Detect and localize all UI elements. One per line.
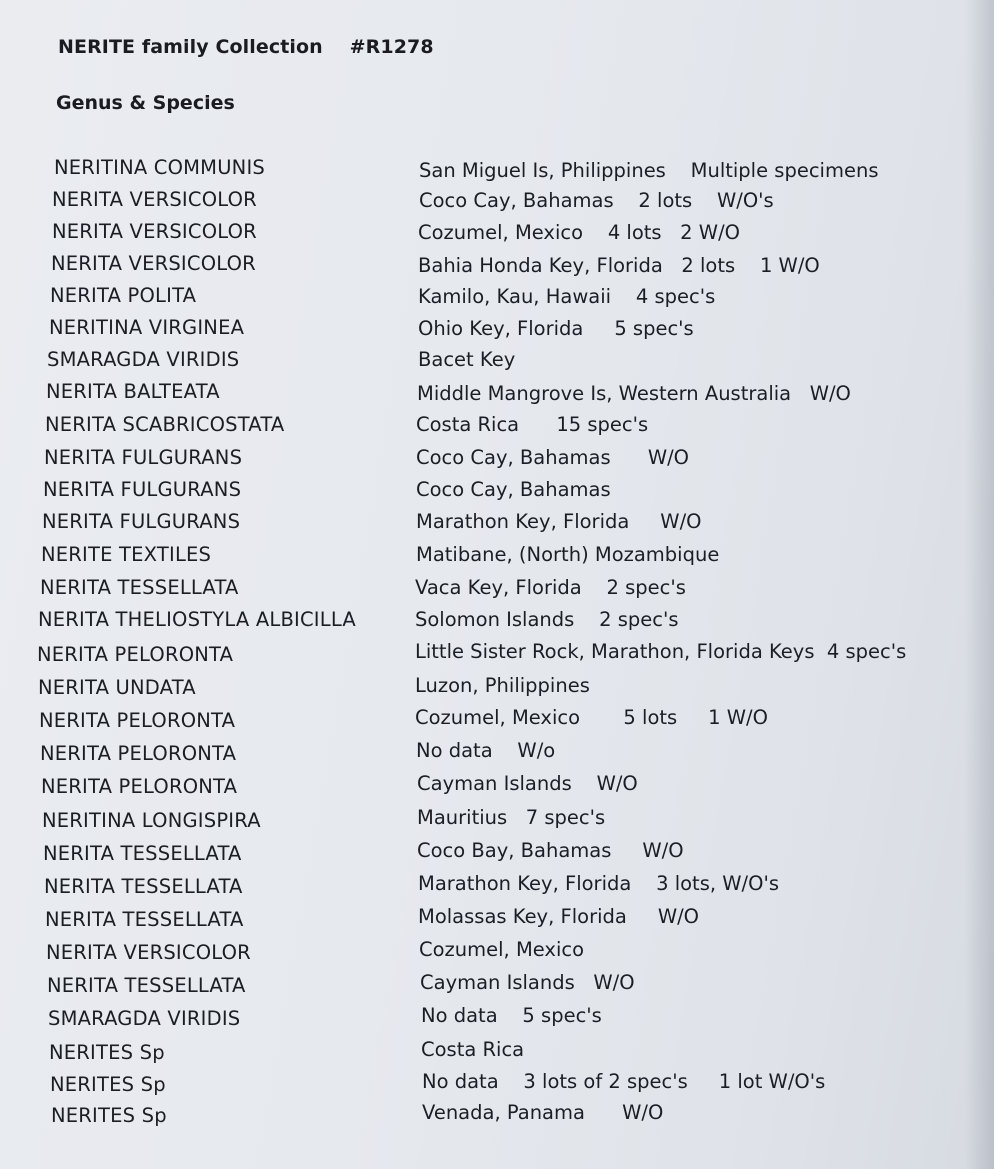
locality-notes: Molassas Key, Florida W/O bbox=[418, 905, 700, 928]
genus-species-name: NERITA FULGURANS bbox=[44, 446, 243, 469]
genus-species-name: NERITA PELORONTA bbox=[40, 742, 237, 765]
genus-species-name: NERITA VERSICOLOR bbox=[51, 252, 256, 275]
locality-notes: Costa Rica bbox=[421, 1038, 525, 1061]
genus-species-name: NERITES Sp bbox=[49, 1041, 165, 1064]
locality-notes: Kamilo, Kau, Hawaii 4 spec's bbox=[418, 285, 716, 308]
genus-species-name: NERITA THELIOSTYLA ALBICILLA bbox=[38, 608, 356, 631]
document-title: NERITE family Collection #R1278 bbox=[58, 36, 434, 58]
locality-notes: Luzon, Philippines bbox=[415, 674, 590, 697]
locality-notes: Coco Cay, Bahamas W/O bbox=[416, 446, 690, 469]
locality-notes: No data 5 spec's bbox=[421, 1004, 602, 1027]
locality-notes: Cayman Islands W/O bbox=[417, 772, 638, 795]
locality-notes: No data W/o bbox=[416, 739, 556, 762]
genus-species-name: NERITINA LONGISPIRA bbox=[42, 809, 261, 832]
genus-species-name: NERITA TESSELLATA bbox=[44, 875, 243, 898]
genus-species-name: NERITA PELORONTA bbox=[39, 709, 236, 732]
locality-notes: Marathon Key, Florida W/O bbox=[416, 510, 702, 533]
genus-species-name: SMARAGDA VIRIDIS bbox=[47, 348, 240, 371]
locality-notes: Costa Rica 15 spec's bbox=[416, 413, 649, 436]
genus-species-name: NERITES Sp bbox=[51, 1104, 167, 1127]
locality-notes: Middle Mangrove Is, Western Australia W/O bbox=[417, 382, 851, 405]
genus-species-name: NERITA SCABRICOSTATA bbox=[45, 413, 285, 436]
genus-species-name: NERITA VERSICOLOR bbox=[46, 941, 251, 964]
genus-species-name: NERITA TESSELLATA bbox=[47, 974, 246, 997]
genus-species-name: SMARAGDA VIRIDIS bbox=[48, 1007, 241, 1030]
locality-notes: Cozumel, Mexico 4 lots 2 W/O bbox=[418, 221, 740, 244]
genus-species-name: NERITA VERSICOLOR bbox=[52, 220, 257, 243]
genus-species-name: NERITINA VIRGINEA bbox=[49, 316, 245, 339]
locality-notes: Coco Bay, Bahamas W/O bbox=[417, 839, 684, 862]
locality-notes: Bacet Key bbox=[418, 348, 516, 371]
locality-notes: Ohio Key, Florida 5 spec's bbox=[418, 317, 694, 340]
genus-species-name: NERITA VERSICOLOR bbox=[52, 188, 257, 211]
genus-species-name: NERITA TESSELLATA bbox=[45, 908, 244, 931]
genus-species-name: NERITA UNDATA bbox=[38, 676, 196, 699]
genus-species-name: NERITA BALTEATA bbox=[46, 380, 220, 403]
locality-notes: Cozumel, Mexico 5 lots 1 W/O bbox=[415, 706, 768, 729]
genus-species-name: NERITA TESSELLATA bbox=[43, 842, 242, 865]
locality-notes: Vaca Key, Florida 2 spec's bbox=[415, 576, 686, 599]
genus-species-name: NERITA POLITA bbox=[50, 284, 197, 307]
locality-notes: Marathon Key, Florida 3 lots, W/O's bbox=[418, 872, 779, 895]
locality-notes: San Miguel Is, Philippines Multiple specimens bbox=[419, 159, 879, 182]
locality-notes: No data 3 lots of 2 spec's 1 lot W/O's bbox=[422, 1070, 826, 1093]
locality-notes: Matibane, (North) Mozambique bbox=[416, 543, 720, 566]
genus-species-name: NERITA FULGURANS bbox=[42, 510, 241, 533]
genus-species-name: NERITA FULGURANS bbox=[43, 478, 242, 501]
locality-notes: Little Sister Rock, Marathon, Florida Keys 4 spec's bbox=[415, 640, 907, 663]
locality-notes: Cozumel, Mexico bbox=[419, 938, 585, 961]
genus-species-name: NERITA TESSELLATA bbox=[40, 576, 239, 599]
column-heading-genus-species: Genus & Species bbox=[56, 92, 235, 114]
locality-notes: Solomon Islands 2 spec's bbox=[415, 608, 679, 631]
locality-notes: Bahia Honda Key, Florida 2 lots 1 W/O bbox=[418, 254, 820, 277]
locality-notes: Mauritius 7 spec's bbox=[417, 806, 606, 829]
locality-notes: Venada, Panama W/O bbox=[422, 1101, 664, 1124]
locality-notes: Coco Cay, Bahamas bbox=[416, 478, 611, 501]
genus-species-name: NERITINA COMMUNIS bbox=[54, 156, 265, 179]
genus-species-name: NERITE TEXTILES bbox=[41, 543, 212, 566]
locality-notes: Cayman Islands W/O bbox=[420, 971, 635, 994]
locality-notes: Coco Cay, Bahamas 2 lots W/O's bbox=[419, 189, 774, 212]
genus-species-name: NERITA PELORONTA bbox=[37, 643, 234, 666]
genus-species-name: NERITA PELORONTA bbox=[41, 775, 238, 798]
genus-species-name: NERITES Sp bbox=[50, 1073, 166, 1096]
